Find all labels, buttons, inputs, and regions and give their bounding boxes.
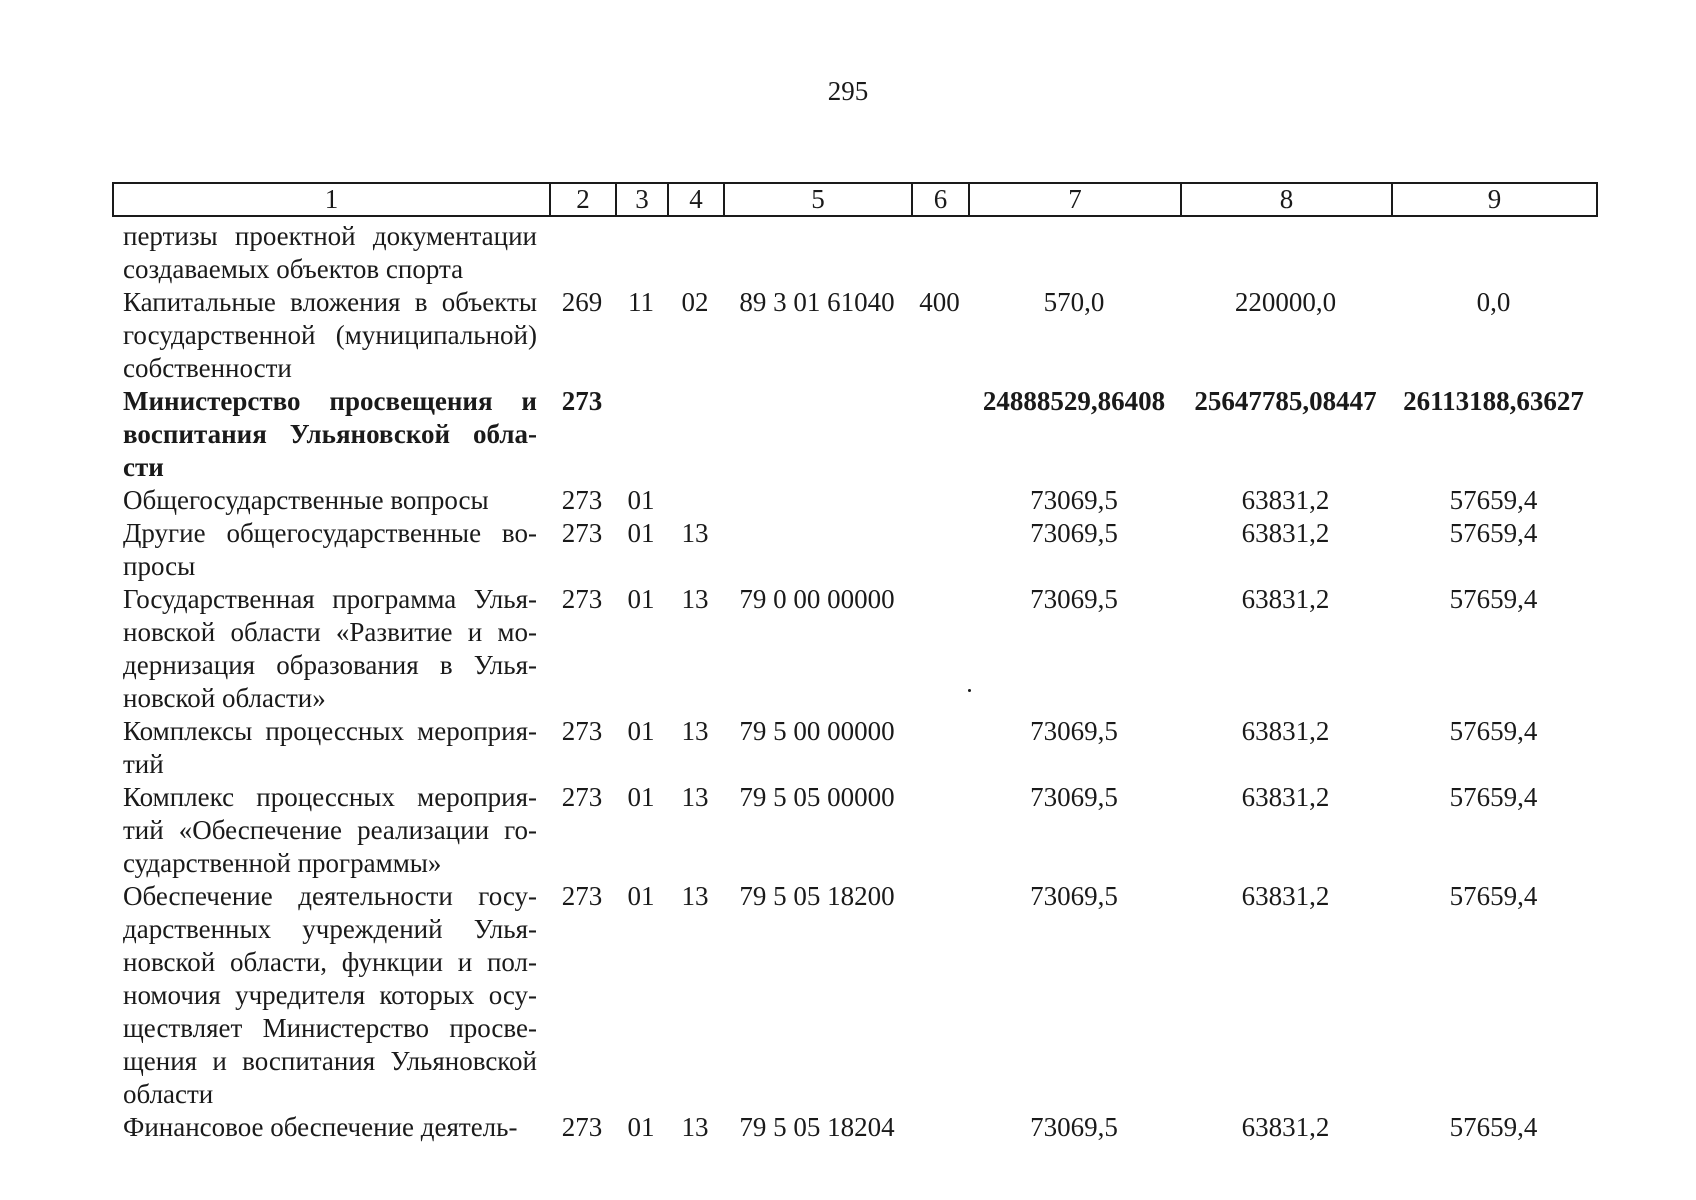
row-cell-8: [1180, 220, 1391, 286]
row-cell-4: [667, 484, 723, 517]
table-row: [112, 484, 1596, 517]
header-cell: 2: [550, 183, 616, 216]
row-cell-3: 01: [627, 782, 655, 812]
row-cell-9: 57659,4: [1449, 485, 1538, 515]
table-row: [112, 715, 1596, 781]
row-cell-8: 220000,0: [1234, 287, 1337, 317]
row-name-cell: Государственная программа Улья-новской области «Развитие и мо-дернизация образования в Улья-новской области»: [123, 584, 537, 713]
row-cell-2: 273: [561, 485, 603, 515]
row-cell-5: 79 5 05 18204: [739, 1112, 895, 1142]
row-cell-4: 13: [681, 881, 709, 911]
table-row: [112, 781, 1596, 880]
table-row: [112, 517, 1596, 583]
row-cell-2: 273: [561, 782, 603, 812]
table-row: [112, 220, 1596, 286]
row-cell-2: [549, 220, 615, 286]
row-cell-5: 79 5 00 00000: [739, 716, 895, 746]
row-cell-2: 273: [561, 584, 603, 614]
header-cell: 4: [668, 183, 724, 216]
row-cell-8: 63831,2: [1241, 518, 1330, 548]
row-cell-8: 63831,2: [1241, 1112, 1330, 1142]
table-row: [112, 880, 1596, 1111]
row-cell-5: [723, 484, 911, 517]
row-name-cell: Финансовое обеспечение деятель-: [123, 1112, 518, 1142]
row-cell-6: [911, 781, 968, 880]
row-cell-4: 13: [681, 716, 709, 746]
row-cell-3: 01: [627, 584, 655, 614]
row-cell-4: 13: [681, 782, 709, 812]
row-cell-9: [1391, 220, 1596, 286]
row-cell-3: 01: [627, 881, 655, 911]
row-cell-5: 79 5 05 00000: [739, 782, 895, 812]
row-cell-7: 73069,5: [1030, 782, 1118, 812]
row-cell-6: [911, 880, 968, 1111]
row-cell-2: 269: [561, 287, 603, 317]
row-cell-5: 89 3 01 61040: [739, 287, 895, 317]
table-row: [112, 1111, 1596, 1144]
row-cell-3: 01: [627, 716, 655, 746]
row-cell-8: 63831,2: [1241, 716, 1330, 746]
row-cell-7: 73069,5: [1030, 518, 1118, 548]
row-cell-7: 73069,5: [1030, 584, 1118, 614]
row-cell-2: 273: [561, 518, 603, 548]
row-cell-6: [911, 583, 968, 715]
page-number: 295: [827, 76, 869, 106]
row-cell-3: [615, 220, 667, 286]
header-cell: 3: [616, 183, 668, 216]
row-cell-4: 13: [681, 1112, 709, 1142]
row-cell-5: [723, 517, 911, 583]
row-cell-5: [723, 220, 911, 286]
row-cell-9: 57659,4: [1449, 1112, 1538, 1142]
header-cell: 8: [1181, 183, 1392, 216]
scan-dot: [968, 689, 971, 692]
row-cell-7: 73069,5: [1030, 485, 1118, 515]
row-cell-6: [911, 385, 968, 484]
row-cell-8: 63831,2: [1241, 485, 1330, 515]
row-cell-4: [667, 385, 723, 484]
header-cell: 5: [724, 183, 912, 216]
row-cell-4: 13: [681, 518, 709, 548]
row-cell-3: 01: [627, 518, 655, 548]
row-name-cell: Комплекс процессных мероприя-тий «Обеспечение реализации го-сударственной программы»: [123, 782, 537, 878]
row-cell-8: 63831,2: [1241, 584, 1330, 614]
row-name-cell: Общегосударственные вопросы: [123, 485, 489, 515]
row-name-cell: Другие общегосударственные во-просы: [123, 518, 537, 581]
row-cell-6: [911, 517, 968, 583]
row-cell-5: [723, 385, 911, 484]
row-cell-5: 79 0 00 00000: [739, 584, 895, 614]
row-cell-2: 273: [561, 716, 603, 746]
header-cell: 9: [1392, 183, 1597, 216]
table-row: [112, 286, 1596, 385]
row-cell-3: 01: [627, 1112, 655, 1142]
header-cell: 7: [969, 183, 1181, 216]
row-name-cell: Комплексы процессных мероприя-тий: [123, 716, 537, 779]
row-cell-2: 273: [561, 881, 603, 911]
row-cell-5: 79 5 05 18200: [739, 881, 895, 911]
row-cell-6: [911, 484, 968, 517]
row-cell-8: 63831,2: [1241, 782, 1330, 812]
row-cell-7: 24888529,86408: [982, 386, 1166, 416]
table-header: [112, 182, 1598, 217]
row-cell-3: 01: [627, 485, 655, 515]
row-cell-4: [667, 220, 723, 286]
row-cell-7: 73069,5: [1030, 881, 1118, 911]
row-cell-2: 273: [561, 386, 603, 416]
row-cell-6: [911, 715, 968, 781]
row-cell-9: 57659,4: [1449, 584, 1538, 614]
row-cell-7: [968, 220, 1180, 286]
header-cell: 1: [113, 183, 550, 216]
row-cell-3: [615, 385, 667, 484]
budget-table: [112, 220, 1596, 1144]
row-cell-7: 73069,5: [1030, 716, 1118, 746]
row-name-cell: Обеспечение деятельности госу-дарственных учреждений Улья-новской области, функции и пол-номочия учредителя которых осу-ществляет Министерство просве-щения и воспитания Ульяновской области: [123, 881, 537, 1109]
row-cell-6: [911, 220, 968, 286]
row-cell-7: 73069,5: [1030, 1112, 1118, 1142]
table-row: [112, 583, 1596, 715]
header-cell: 6: [912, 183, 969, 216]
row-cell-9: 57659,4: [1449, 518, 1538, 548]
row-name-cell: Капитальные вложения в объекты государственной (муниципальной) собственности: [123, 287, 537, 383]
row-cell-6: 400: [919, 287, 960, 317]
row-cell-8: 25647785,08447: [1194, 386, 1377, 416]
row-cell-7: 570,0: [1043, 287, 1105, 317]
row-cell-9: 0,0: [1476, 287, 1511, 317]
table-row: [112, 385, 1596, 484]
row-cell-2: 273: [561, 1112, 603, 1142]
row-cell-9: 57659,4: [1449, 716, 1538, 746]
row-cell-4: 13: [681, 584, 709, 614]
row-cell-9: 57659,4: [1449, 881, 1538, 911]
row-cell-4: 02: [681, 287, 709, 317]
row-cell-6: [911, 1111, 968, 1144]
row-cell-3: 11: [628, 287, 654, 317]
row-cell-8: 63831,2: [1241, 881, 1330, 911]
row-name-cell: пертизы проектной документации создаваемых объектов спорта: [123, 221, 537, 284]
row-cell-9: 26113188,63627: [1403, 386, 1584, 416]
row-cell-9: 57659,4: [1449, 782, 1538, 812]
row-name-cell: Министерство просвещения и воспитания Ульяновской обла-сти: [123, 386, 537, 482]
